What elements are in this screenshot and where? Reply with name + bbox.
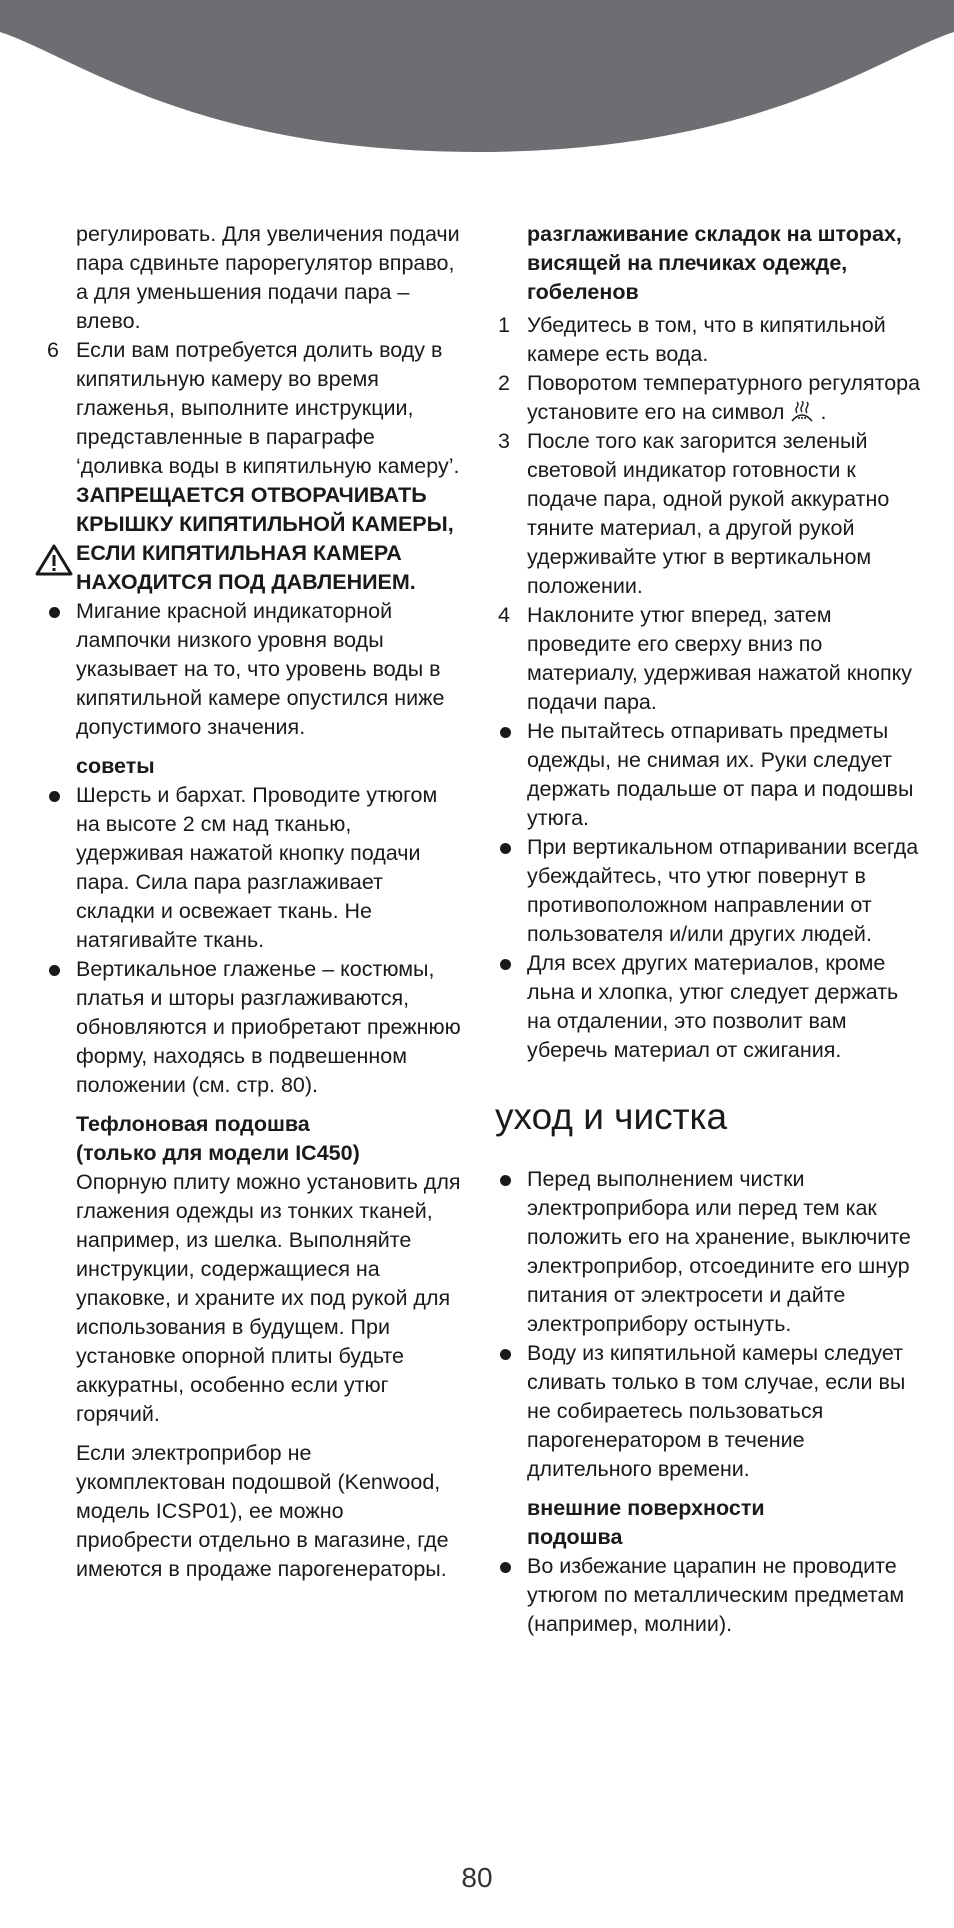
header-band bbox=[0, 0, 954, 160]
warning-text: ЗАПРЕЩАЕТСЯ ОТВОРАЧИВАТЬ КРЫШКУ КИПЯТИЛЬНОЙ КАМЕРЫ, ЕСЛИ КИПЯТИЛЬНАЯ КАМЕРА НАХОДИТСЯ ПОД ДАВЛЕНИЕМ. bbox=[76, 483, 454, 594]
list-item-safety-3 bbox=[495, 949, 925, 1065]
list-item-safety-1 bbox=[495, 717, 925, 833]
teflon-heading-line1: Тефлоновая подошва bbox=[76, 1112, 310, 1136]
list-number: 6 bbox=[47, 338, 59, 362]
step-4 bbox=[495, 601, 925, 717]
list-item-text: Воду из кипятильной камеры следует сливать только в том случае, если вы не собираетесь пользоваться парогенератором в течение длительного времени. bbox=[527, 1341, 906, 1481]
step-number: 1 bbox=[498, 313, 510, 337]
warning-triangle-icon bbox=[34, 543, 74, 577]
step-3 bbox=[495, 427, 925, 601]
paragraph-steam-adjust: регулировать. Для увеличения подачи пара сдвиньте парорегулятор вправо, а для уменьшения подачи пара – влево. bbox=[76, 222, 460, 333]
tips-heading: советы bbox=[76, 754, 155, 778]
list-item-text: Если вам потребуется долить воду в кипятильную камеру во время глаженья, выполните инструкции, представленные в параграфе ‘доливка воды в кипятильную камеру’. bbox=[76, 338, 460, 478]
step-text: После того как загорится зеленый световой индикатор готовности к подаче пара, одной рукой аккуратно тяните материал, а другой рукой удерживайте утюг в вертикальном положении. bbox=[527, 429, 890, 598]
list-item-text: Перед выполнением чистки электроприбора или перед тем как положить его на хранение, выключите электроприбор, отсоедините его шнур питания от электросети и дайте электроприбору остынуть. bbox=[527, 1167, 911, 1336]
teflon-heading bbox=[44, 1110, 464, 1168]
left-column bbox=[44, 220, 464, 1584]
list-item-tip-vertical bbox=[44, 955, 464, 1100]
list-item-text: Вертикальное глаженье – костюмы, платья и шторы разглаживаются, обновляются и приобретают прежнюю форму, находясь в подвешенном положении (см. стр. 80). bbox=[76, 957, 461, 1097]
step-number: 2 bbox=[498, 371, 510, 395]
list-item-text: При вертикальном отпаривании всегда убеждайтесь, что утюг повернут в противоположном направлении от пользователя и/или других людей. bbox=[527, 835, 919, 946]
list-item-text: Шерсть и бархат. Проводите утюгом на высоте 2 см над тканью, удерживая нажатой кнопку подачи пара. Сила пара разглаживает складки и освежает ткань. Не натягивайте ткань. bbox=[76, 783, 438, 952]
list-item-safety-2 bbox=[495, 833, 925, 949]
paragraph-teflon: Опорную плиту можно установить для глажения одежды из тонких тканей, например, из шелка. Выполняйте инструкции, содержащиеся на упаковке, и храните их под рукой для использования в будущем. При установке опорной плиты будьте аккуратны, особенно если утюг горячий. bbox=[76, 1170, 461, 1426]
curtains-heading: разглаживание складок на шторах, висящей на плечиках одежде, гобеленов bbox=[527, 222, 902, 304]
surfaces-heading-line1: внешние поверхности bbox=[527, 1496, 765, 1520]
step-text: Поворотом температурного регулятора установите его на символ bbox=[527, 371, 921, 424]
step-1 bbox=[495, 311, 925, 369]
list-item-lamp bbox=[44, 597, 464, 742]
right-column bbox=[495, 220, 925, 1639]
list-item-text: Во избежание царапин не проводите утюгом по металлическим предметам (например, молнии). bbox=[527, 1554, 905, 1636]
list-item-6 bbox=[44, 336, 464, 481]
warning-block bbox=[44, 481, 464, 597]
step-text: Убедитесь в том, что в кипятильной камере есть вода. bbox=[527, 313, 886, 366]
list-item-tip-wool bbox=[44, 781, 464, 955]
step-text-end: . bbox=[820, 400, 827, 424]
list-item-text: Мигание красной индикаторной лампочки низкого уровня воды указывает на то, что уровень воды в кипятильной камере опустился ниже допустимого значения. bbox=[76, 599, 445, 739]
teflon-heading-line2: (только для модели IC450) bbox=[76, 1141, 360, 1165]
page-number: 80 bbox=[461, 1862, 493, 1893]
step-2 bbox=[495, 369, 925, 427]
paragraph-sole-purchase: Если электроприбор не укомплектован подошвой (Kenwood, модель ICSP01), ее можно приобрести отдельно в магазине, где имеются в продаже парогенераторы. bbox=[76, 1441, 449, 1581]
list-item-care-1 bbox=[495, 1165, 925, 1339]
step-number: 3 bbox=[498, 429, 510, 453]
list-item-text: Для всех других материалов, кроме льна и хлопка, утюг следует держать на отдалении, это позволит вам уберечь материал от сжигания. bbox=[527, 951, 899, 1062]
surfaces-heading-line2: подошва bbox=[527, 1525, 623, 1549]
steam-symbol-icon bbox=[788, 401, 816, 423]
list-item-care-2 bbox=[495, 1339, 925, 1484]
step-number: 4 bbox=[498, 603, 510, 627]
step-text: Наклоните утюг вперед, затем проведите его сверху вниз по материалу, удерживая нажатой кнопку подачи пара. bbox=[527, 603, 913, 714]
list-item-text: Не пытайтесь отпаривать предметы одежды, не снимая их. Руки следует держать подальше от пара и подошвы утюга. bbox=[527, 719, 914, 830]
care-section-title: уход и чистка bbox=[495, 1096, 728, 1137]
surfaces-heading bbox=[495, 1494, 925, 1552]
list-item-scratch bbox=[495, 1552, 925, 1639]
